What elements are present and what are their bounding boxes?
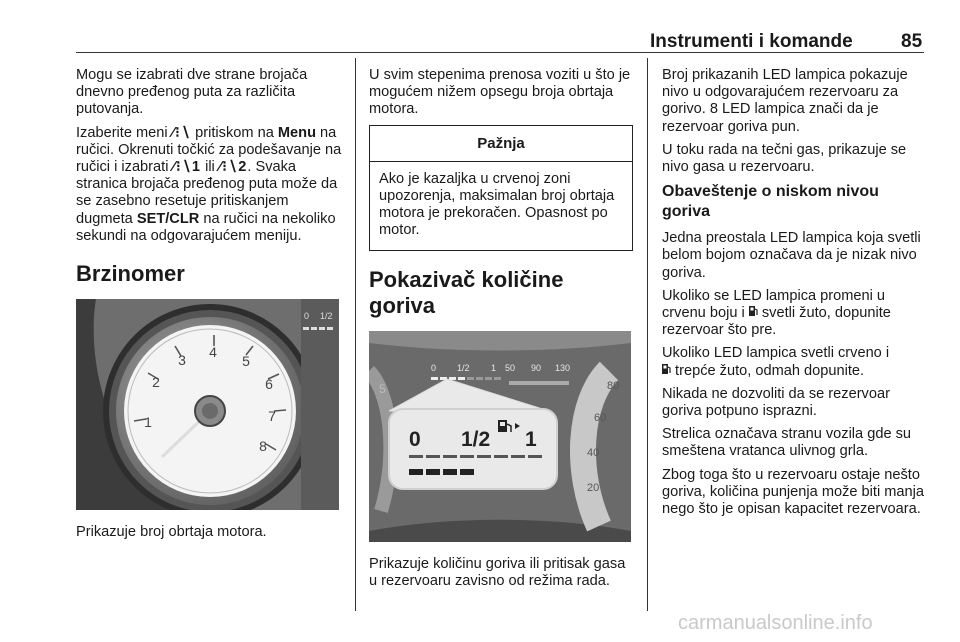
capacity-paragraph: Zbog toga što u rezervoaru ostaje nešto goriva, količina punjenja može biti manja nego što je opisan kapacitet rezervoara. <box>662 466 925 518</box>
speedo-80: 80 <box>607 379 620 392</box>
tachometer-illustration <box>76 299 339 510</box>
strip-0: 0 <box>431 362 437 373</box>
trip-1-icon: ⁄⁝∖1 <box>172 159 202 176</box>
caution-title: Pažnja <box>370 126 632 162</box>
fuel-gauge-illustration <box>369 331 631 542</box>
strip-1: 1 <box>491 362 497 373</box>
strip-90: 90 <box>531 362 542 373</box>
set-clr-label: SET/CLR <box>136 210 200 227</box>
low-fuel-white-paragraph: Jedna preostala LED lampica koja svetli belom bojom označava da je nizak nivo goriva. <box>662 230 921 281</box>
tach-strip-half: 1/2 <box>320 311 333 322</box>
led-count-paragraph: Broj prikazanih LED lampica pokazuje nivo u odgovarajućem rezervoaru za gorivo. 8 LED lampica znači da je rezervoar goriva pun. <box>662 67 908 135</box>
tach-strip-0: 0 <box>304 311 310 322</box>
speedo-40: 40 <box>587 446 600 459</box>
tach-tick-3: 3 <box>178 352 186 369</box>
column-divider-2 <box>647 58 648 611</box>
low-fuel-heading: Obaveštenje o niskom nivou goriva <box>662 183 879 221</box>
tachometer-heading: Brzinomer <box>76 261 185 287</box>
fuel-pump-icon <box>749 305 758 317</box>
lpg-paragraph: U toku rada na tečni gas, prikazuje se nivo gasa u rezervoaru. <box>662 141 907 176</box>
low-fuel-flash-paragraph: Ukoliko LED lampica svetli crveno i trepće žuto, odmah dopunite. <box>662 345 890 379</box>
engine-speed-paragraph: U svim stepenima prenosa voziti u što je mogućem nižem opsegu broja obrtaja motora. <box>369 67 631 118</box>
arrow-paragraph: Strelica označava stranu vozila gde su smeštena vratanca ulivnog grla. <box>662 426 912 460</box>
zoom-label-half: 1/2 <box>461 427 491 451</box>
column-1 <box>76 67 344 547</box>
low-fuel-red-paragraph: Ukoliko se LED lampica promeni u crvenu boju i svetli žuto, dopunite rezervoar što pre. <box>662 287 891 339</box>
fuel-gauge-heading: Pokazivač količine goriva <box>369 266 564 318</box>
menu-label: Menu <box>277 124 316 141</box>
left-gauge-label: 5 <box>379 381 386 396</box>
tach-tick-2: 2 <box>152 374 160 391</box>
tachometer-caption: Prikazuje broj obrtaja motora. <box>76 524 267 541</box>
strip-130: 130 <box>555 362 571 373</box>
page-number: 85 <box>901 31 923 52</box>
tach-tick-4: 4 <box>209 344 217 361</box>
zoom-label-0: 0 <box>409 427 421 451</box>
tach-tick-8: 8 <box>259 438 267 455</box>
trip-menu-icon: ⁄⁝∖ <box>171 124 192 141</box>
fuel-pump-icon <box>662 363 671 375</box>
speedo-20: 20 <box>587 481 600 494</box>
trip-2-icon: ⁄⁝∖2 <box>218 159 248 176</box>
page-header-title: Instrumenti i komande <box>650 31 853 52</box>
zoom-label-1: 1 <box>525 427 537 451</box>
fuel-gauge-caption: Prikazuje količinu goriva ili pritisak gasa u rezervoaru zavisno od režima rada. <box>369 555 626 589</box>
tach-tick-1: 1 <box>144 414 152 431</box>
header-rule <box>76 52 924 53</box>
column-divider-1 <box>355 58 356 611</box>
speedo-60: 60 <box>594 411 607 424</box>
column-3 <box>662 67 926 524</box>
tach-tick-6: 6 <box>265 376 273 393</box>
caution-box <box>369 125 633 251</box>
strip-half: 1/2 <box>457 362 470 373</box>
column-2 <box>369 67 633 596</box>
never-empty-paragraph: Nikada ne dozvoliti da se rezervoar goriva potpuno isprazni. <box>662 385 890 420</box>
tach-tick-7: 7 <box>268 408 276 425</box>
caution-text: Ako je kazaljka u crvenoj zoni upozorenja, maksimalan broj obrtaja motora je prekoračen. Opasnost po motor. <box>379 170 615 239</box>
trip-pages-paragraph: Mogu se izabrati dve strane brojača dnevno pređenog puta za različita putovanja. <box>76 67 308 118</box>
strip-50: 50 <box>505 362 516 373</box>
watermark: carmanualsonline.info <box>678 612 873 634</box>
trip-menu-paragraph: Izaberite meni ⁄⁝∖ pritiskom na Menu na ručici. Okrenuti točkić za podešavanje na ručici i izabrati ⁄⁝∖1 ili ⁄⁝∖2. Svaka stranica brojača pređenog puta može da se zasebno resetuje pritiskanjem dugmeta SET/CLR na ručici na nekoliko sekundi na odgovarajućem meniju. <box>76 124 342 244</box>
tach-tick-5: 5 <box>242 353 250 370</box>
